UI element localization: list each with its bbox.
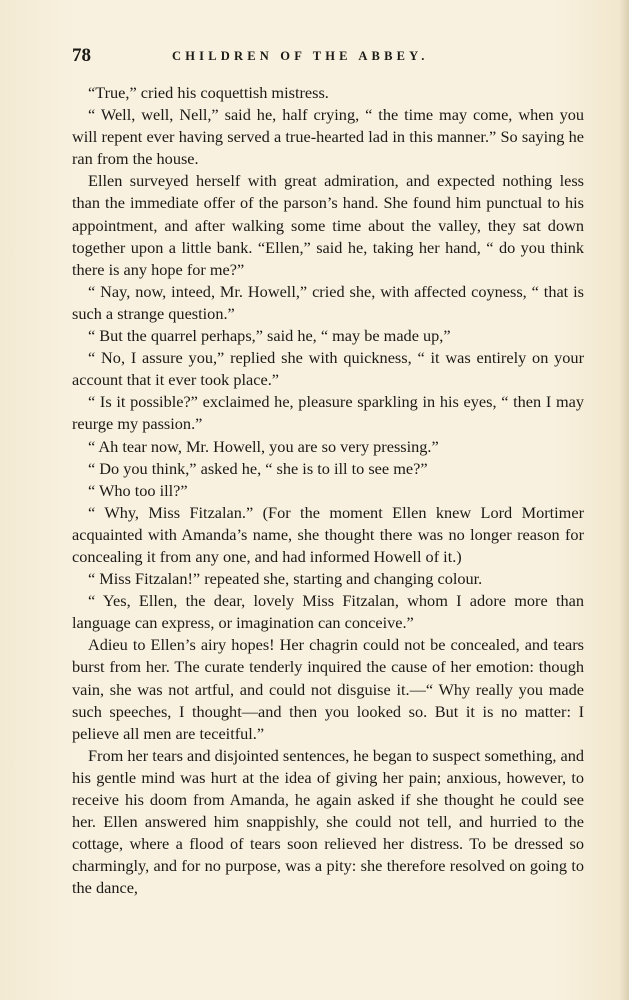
page-number: 78: [72, 45, 91, 66]
paragraph: “ Miss Fitzalan!” repeated she, starting and changing colour.: [88, 569, 483, 589]
paragraph: “ But the quarrel perhaps,” said he, “ may be made up,”: [88, 326, 451, 346]
paragraph: “ Do you think,” asked he, “ she is to ill to see me?”: [88, 458, 428, 478]
paragraph: “ Yes, Ellen, the dear, lovely Miss Fitzalan, whom I adore more than language can express, or imagination can conceive.”: [72, 591, 584, 633]
paragraph: Adieu to Ellen’s airy hopes! Her chagrin could not be concealed, and tears burst from her. The curate tenderly inquired the cause of her emotion: though vain, she was not artful, and could not disguise it.—“ Why really you made such speeches, I thought—and then you looked so. But it is no matter: I pelieve all men are teceitful.”: [72, 635, 584, 743]
paragraph: Ellen surveyed herself with great admiration, and expected nothing less than the immediate offer of the parson’s hand. She found him punctual to his appointment, and after walking some time about the valley, they sat down together upon a little bank. “Ellen,” said he, taking her hand, “ do you think there is any hope for me?”: [72, 171, 584, 279]
paragraph: “ No, I assure you,” replied she with quickness, “ it was entirely on your account that it ever took place.”: [72, 348, 584, 390]
paragraph: “True,” cried his coquettish mistress.: [88, 83, 329, 102]
page-edge-shadow: [619, 0, 629, 1000]
page-header: [72, 44, 572, 68]
paragraph: “ Ah tear now, Mr. Howell, you are so very pressing.”: [88, 436, 439, 456]
running-head: CHILDREN OF THE ABBEY.: [172, 49, 429, 63]
paragraph: “ Is it possible?” exclaimed he, pleasure sparkling in his eyes, “ then I may reurge my passion.”: [72, 392, 584, 434]
paragraph: “ Nay, now, inteed, Mr. Howell,” cried she, with affected coyness, “ that is such a strange question.”: [72, 281, 584, 323]
paragraph: From her tears and disjointed sentences, he began to suspect something, and his gentle mind was hurt at the idea of giving her pain; anxious, however, to receive his doom from Amanda, he again asked if she thought he could see her. Ellen answered him snappishly, she could not tell, and hurried to the cottage, where a flood of tears soon relieved her distress. To be dressed so charmingly, and for no purpose, was a pity: she therefore resolved on going to the dance,: [72, 745, 585, 898]
body-text: [72, 82, 584, 899]
paragraph: “ Who too ill?”: [88, 480, 188, 500]
paragraph: “ Well, well, Nell,” said he, half crying, “ the time may come, when you will repent ever having served a true-hearted lad in this manner.” So saying he ran from the house.: [72, 105, 584, 169]
paragraph: “ Why, Miss Fitzalan.” (For the moment Ellen knew Lord Mortimer acquainted with Amanda’s name, she thought there was no longer reason for concealing it from any one, and had informed Howell of it.): [72, 502, 584, 566]
